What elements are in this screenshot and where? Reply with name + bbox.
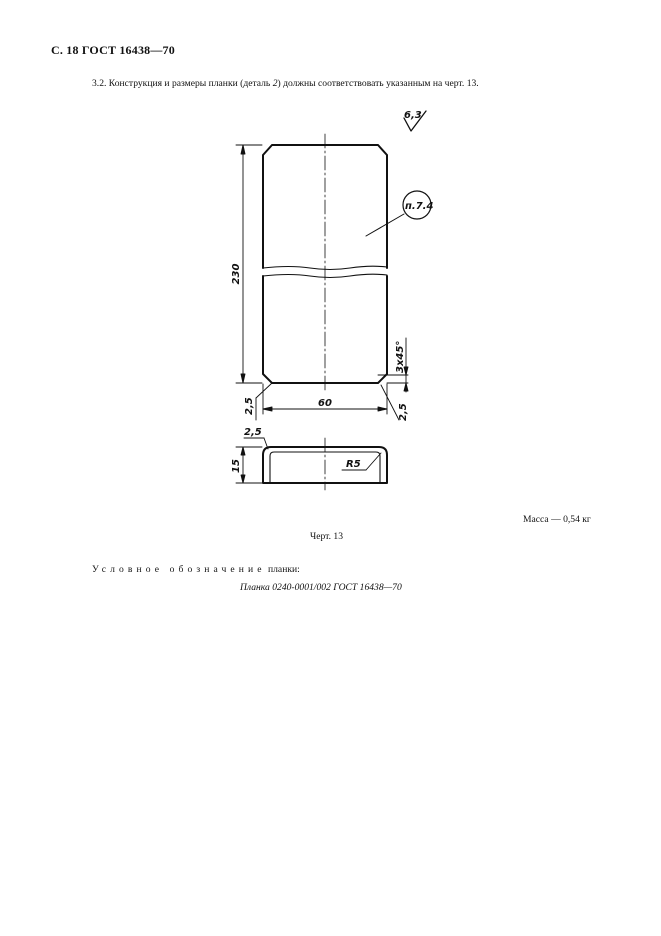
paragraph-text-start: 3.2. Конструкция и размеры планки (деталь: [92, 78, 273, 89]
roughness-value: 6,3: [404, 110, 422, 121]
callout-leader: [366, 191, 434, 236]
radius-value: R5: [346, 459, 361, 470]
designation-label: [92, 564, 300, 575]
chamfer-value: 3x45°: [395, 340, 406, 373]
designation-value: Планка 0240-0001/002 ГОСТ 16438—70: [240, 582, 402, 593]
top-chamfer-value: 2,5: [244, 427, 262, 438]
chamfer-side-right-value: 2,5: [398, 403, 409, 421]
height-value: 15: [231, 459, 242, 473]
figure-caption: Черт. 13: [310, 531, 344, 542]
paragraph-text-end: ) должны соответствовать указанным на черт. 13.: [277, 78, 479, 89]
page-header: С. 18 ГОСТ 16438—70: [51, 43, 175, 57]
chamfer-side-left-value: 2,5: [244, 397, 255, 415]
callout-text: п.7.4: [405, 201, 434, 212]
designation-label-spaced: Условное обозначение: [92, 564, 266, 575]
designation-label-rest: планки:: [265, 564, 300, 575]
detail-number: 2: [272, 78, 278, 89]
width-value: 60: [318, 398, 332, 409]
mass-label: Масса — 0,54 кг: [523, 514, 591, 525]
length-value: 230: [231, 263, 242, 285]
